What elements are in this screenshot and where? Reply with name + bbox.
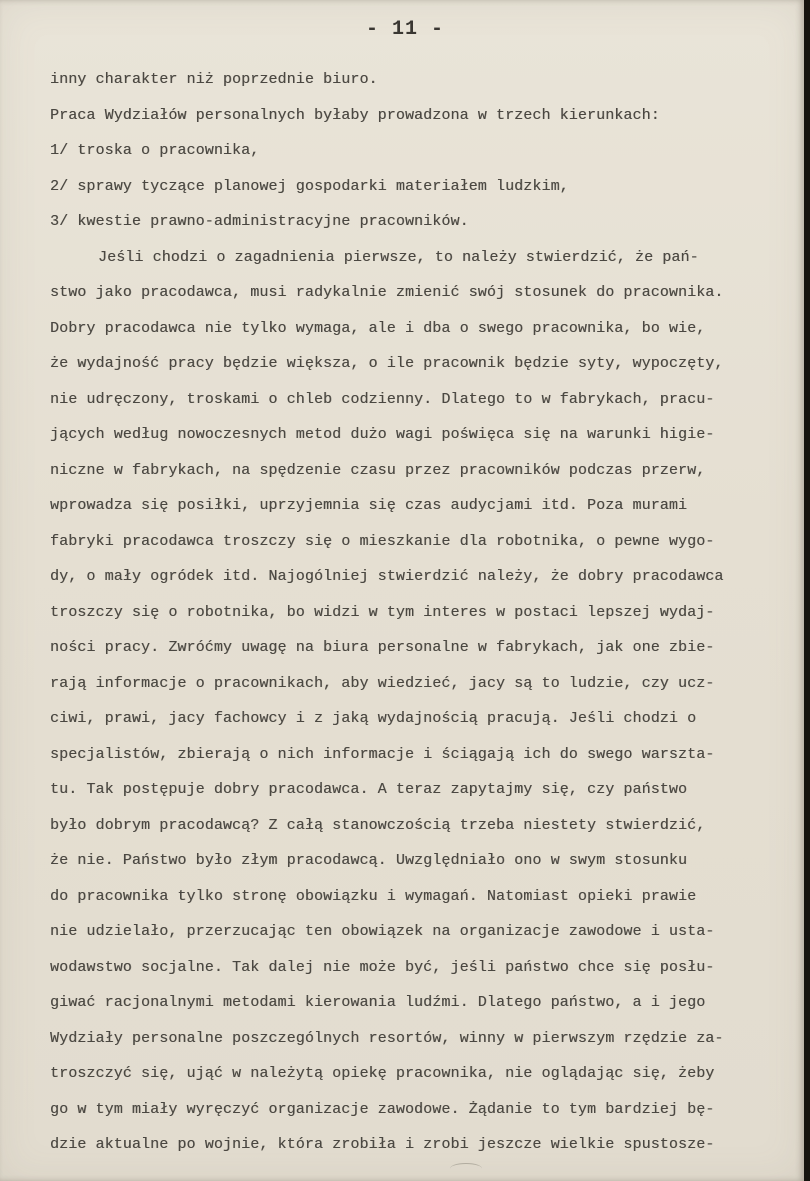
text-line: tu. Tak postępuje dobry pracodawca. A teraz zapytajmy się, czy państwo (50, 781, 688, 798)
text-line: że nie. Państwo było złym pracodawcą. Uwzględniało ono w swym stosunku (50, 852, 688, 869)
text-line: do pracownika tylko stronę obowiązku i wymagań. Natomiast opieki prawie (50, 887, 697, 905)
text-line: Praca Wydziałów personalnych byłaby prowadzona w trzech kierunkach: (50, 106, 660, 124)
text-line: wodawstwo socjalne. Tak dalej nie może być, jeśli państwo chce się posłu- (50, 958, 715, 976)
list-item: 3/ kwestie prawno-administracyjne pracowników. (50, 213, 469, 230)
text-line: wprowadza się posiłki, uprzyjemnia się czas audycjami itd. Poza murami (50, 497, 688, 514)
text-line: stwo jako pracodawca, musi radykalnie zmienić swój stosunek do pracownika. (50, 284, 724, 301)
text-line: troszczyć się, ująć w należytą opiekę pracownika, nie oglądając się, żeby (50, 1065, 715, 1082)
text-line: że wydajność pracy będzie większa, o ile pracownik będzie syty, wypoczęty, (50, 355, 724, 372)
text-line: jących według nowoczesnych metod dużo wagi poświęca się na warunki higie- (50, 426, 715, 443)
text-line: ciwi, prawi, jacy fachowcy i z jaką wydajnością pracują. Jeśli chodzi o (50, 710, 697, 727)
text-line: nie udręczony, troskami o chleb codzienny. Dlatego to w fabrykach, pracu- (50, 390, 715, 408)
scan-edge (804, 0, 810, 1181)
paragraph-start-line: Jeśli chodzi o zagadnienia pierwsze, to należy stwierdzić, że pań- (98, 248, 699, 266)
text-line: dy, o mały ogródek itd. Najogólniej stwierdzić należy, że dobry pracodawca (50, 568, 724, 585)
text-line: dzie aktualne po wojnie, która zrobiła i zrobi jeszcze wielkie spustosze- (50, 1136, 715, 1153)
text-line: inny charakter niż poprzednie biuro. (50, 71, 378, 88)
text-line: giwać racjonalnymi metodami kierowania ludźmi. Dlatego państwo, a i jego (50, 994, 706, 1011)
text-line: rają informacje o pracownikach, aby wiedzieć, jacy są to ludzie, czy ucz- (50, 674, 715, 692)
text-line: fabryki pracodawca troszczy się o mieszkanie dla robotnika, o pewne wygo- (50, 532, 715, 550)
text-line: troszczy się o robotnika, bo widzi w tym interes w postaci lepszej wydaj- (50, 603, 715, 621)
text-line: ności pracy. Zwróćmy uwagę na biura personalne w fabrykach, jak one zbie- (50, 639, 715, 656)
text-line: go w tym miały wyręczyć organizacje zawodowe. Żądanie to tym bardziej bę- (50, 1100, 715, 1118)
text-line: specjalistów, zbierają o nich informacje i ściągają ich do swego warszta- (50, 745, 715, 763)
text-line: Wydziały personalne poszczególnych resortów, winny w pierwszym rzędzie za- (50, 1029, 724, 1047)
pencil-mark (450, 1163, 482, 1174)
page-number: - 11 - (365, 18, 444, 41)
list-item: 2/ sprawy tyczące planowej gospodarki materiałem ludzkim, (50, 177, 569, 195)
body-text (50, 62, 790, 1163)
text-line: nie udzielało, przerzucając ten obowiązek na organizacje zawodowe i usta- (50, 923, 715, 940)
text-line: Dobry pracodawca nie tylko wymaga, ale i dba o swego pracownika, bo wie, (50, 319, 706, 337)
text-line: niczne w fabrykach, na spędzenie czasu przez pracowników podczas przerw, (50, 461, 706, 479)
text-line: było dobrym pracodawcą? Z całą stanowczością trzeba niestety stwierdzić, (50, 816, 706, 834)
list-item: 1/ troska o pracownika, (50, 142, 260, 159)
